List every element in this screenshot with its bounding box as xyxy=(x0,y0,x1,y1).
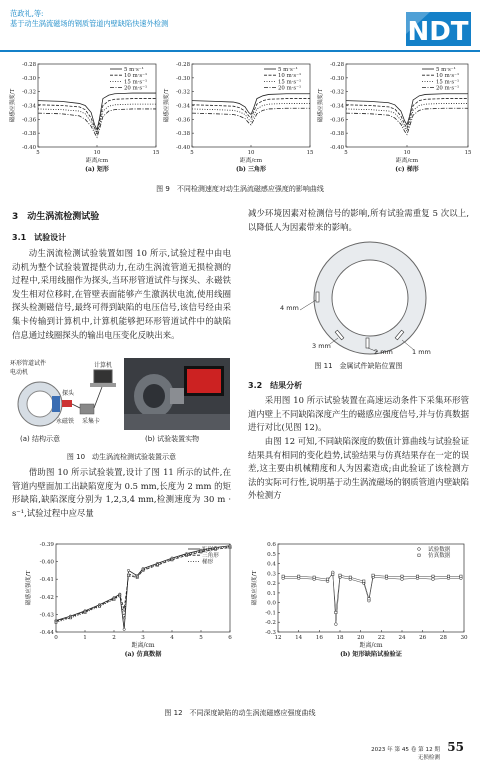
legend-label: 20 m·s⁻¹ xyxy=(436,85,460,92)
x-tick-label: 5 xyxy=(190,150,194,156)
subsection-3-1: 3.1 试验设计 xyxy=(12,233,67,242)
defect-2mm xyxy=(366,338,369,348)
y-tick-label: 0.2 xyxy=(267,581,276,588)
subsection-3-2: 3.2 结果分析 xyxy=(248,381,303,390)
header-title: 基于动生涡流磁场的钢质管道内壁缺陷快速外检测 xyxy=(10,19,169,28)
y-tick-label: 0.5 xyxy=(267,551,276,558)
data-point xyxy=(335,611,337,613)
x-tick-label: 15 xyxy=(464,150,472,156)
x-tick-label: 22 xyxy=(377,635,385,641)
x-tick-label: 0 xyxy=(54,635,58,641)
x-axis-label: 距离/cm xyxy=(239,158,263,164)
data-point xyxy=(416,575,418,577)
legend-label: 5 m·s⁻¹ xyxy=(436,67,456,73)
series-line xyxy=(192,94,310,115)
y-tick-label: 0.4 xyxy=(267,561,276,568)
data-point xyxy=(339,574,341,576)
chart-title: (a) 仿真数据 xyxy=(124,651,162,658)
x-axis-label: 距离/cm xyxy=(131,642,155,649)
data-point xyxy=(123,628,125,630)
legend-label: 三角形 xyxy=(202,553,219,560)
y-tick-label: -0.28 xyxy=(176,62,190,68)
y-tick-label: -0.3 xyxy=(265,630,276,636)
fig10-label-magnet: 永磁铁 xyxy=(56,418,75,425)
fig9-chart-a xyxy=(8,60,160,175)
fig10-subcaption-b: (b) 试验装置实物 xyxy=(145,435,200,443)
data-point xyxy=(127,569,129,571)
legend-label: 试验数据 xyxy=(428,547,451,553)
right-paragraph-1: 减少环境因素对检测信号的影响,所有试验需重复 5 次以上,以降低人为因素带来的影响。 xyxy=(248,208,469,232)
y-tick-label: 0.6 xyxy=(267,542,276,548)
y-tick-label: -0.40 xyxy=(39,559,54,566)
legend-label: 10 m·s⁻¹ xyxy=(124,73,148,80)
legend-label: 15 m·s⁻¹ xyxy=(278,79,302,86)
y-tick-label: -0.32 xyxy=(22,89,36,96)
data-point xyxy=(401,578,404,581)
y-axis-label: 磁感应强度/T xyxy=(26,570,32,606)
footer-issue xyxy=(371,746,440,762)
series-line xyxy=(38,93,156,130)
fig11-label-2mm: 2 mm xyxy=(374,348,393,356)
fig9-chart-c xyxy=(316,60,472,175)
y-tick-label: 0.3 xyxy=(267,571,276,578)
fig9-caption: 图 9 不同检测速度对动生涡流磁感应强度的影响曲线 xyxy=(156,185,324,193)
y-tick-label: -0.41 xyxy=(39,577,54,584)
fig12-caption: 图 12 不同深度缺陷的动生涡流磁感应强度曲线 xyxy=(164,709,316,717)
x-tick-label: 20 xyxy=(357,635,365,641)
running-header xyxy=(10,9,168,29)
header-authors: 范政礼,等: xyxy=(10,9,44,18)
x-tick-label: 10 xyxy=(403,150,411,156)
fig11-label-3mm: 3 mm xyxy=(312,342,331,350)
legend-label: 10 m·s⁻¹ xyxy=(436,73,460,80)
y-tick-label: -0.39 xyxy=(39,542,54,548)
y-tick-label: 0.0 xyxy=(267,600,276,607)
fig10-photo xyxy=(124,358,230,430)
y-tick-label: -0.28 xyxy=(330,62,344,68)
x-tick-label: 10 xyxy=(247,150,255,156)
y-tick-label: -0.44 xyxy=(39,630,54,636)
y-tick-label: -0.1 xyxy=(265,610,276,617)
legend-swatch xyxy=(418,554,420,556)
y-tick-label: -0.40 xyxy=(22,145,36,151)
x-axis-label: 距离/cm xyxy=(85,158,109,164)
fig11-label-1mm: 1 mm xyxy=(412,348,431,356)
right-paragraph-3: 由图 12 可知,不同缺陷深度的数值计算曲线与试验验证结果具有相同的变化趋势,试验结果与仿真结果存在一定的误差,这主要由机械精度和人为因素造成;由此验证了该检测方法的实际可行性,说明基于动生涡流磁场的钢质管道内壁缺陷外检测方 xyxy=(248,436,469,501)
legend-label: 10 m·s⁻¹ xyxy=(278,73,302,80)
y-tick-label: -0.32 xyxy=(330,89,344,96)
fig10-label-computer: 计算机 xyxy=(94,362,113,369)
y-tick-label: -0.34 xyxy=(176,103,190,110)
paragraph-3-1b: 借助图 10 所示试验装置,设计了图 11 所示的试件,在管道内壁面加工出缺陷宽度为 0.5 mm,长度为 2 mm 的矩形缺陷,缺陷深度分别为 1,2,3,4 mm,检测速度为 30 m · s⁻¹,试验过程中应尽量 xyxy=(12,467,231,518)
x-tick-label: 5 xyxy=(199,635,203,641)
series-line xyxy=(192,103,310,121)
data-point xyxy=(334,623,337,626)
chart-title: (b) 矩形缺陷试验验证 xyxy=(340,651,402,658)
y-tick-label: -0.34 xyxy=(330,103,344,110)
footer-journal: 无损检测 xyxy=(417,755,440,761)
y-tick-label: 0.1 xyxy=(267,590,276,597)
y-tick-label: -0.40 xyxy=(176,145,190,151)
x-axis-label: 距离/cm xyxy=(359,642,383,649)
y-tick-label: -0.36 xyxy=(22,117,36,124)
data-point xyxy=(432,578,435,581)
legend-label: 15 m·s⁻¹ xyxy=(124,79,148,86)
data-point xyxy=(332,573,334,575)
fig12-chart-a xyxy=(24,540,234,660)
y-tick-label: -0.28 xyxy=(22,62,36,68)
x-tick-label: 16 xyxy=(315,635,323,641)
header-rule xyxy=(0,50,480,52)
fig10-structure-diagram xyxy=(10,358,122,432)
x-tick-label: 26 xyxy=(419,635,427,641)
data-point xyxy=(349,576,351,578)
y-axis-label: 磁感应强度/T xyxy=(318,88,324,123)
y-tick-label: -0.36 xyxy=(330,117,344,124)
x-tick-label: 4 xyxy=(170,635,174,641)
legend-label: 5 m·s⁻¹ xyxy=(278,67,298,73)
x-tick-label: 14 xyxy=(295,635,303,641)
series-line xyxy=(192,108,310,125)
fig11-caption: 图 11 金属试件缺陷位置图 xyxy=(314,362,403,370)
fig10-label-probe: 探头 xyxy=(62,390,75,397)
data-point xyxy=(401,575,403,577)
series-line xyxy=(38,99,156,133)
ndt-logo xyxy=(400,4,475,48)
svg-text:NDT: NDT xyxy=(407,17,469,47)
data-point xyxy=(368,598,370,600)
footer-volume: 2023 年 第 45 卷 第 12 期 xyxy=(371,747,440,753)
x-tick-label: 15 xyxy=(306,150,314,156)
y-tick-label: -0.38 xyxy=(22,131,36,138)
y-tick-label: -0.38 xyxy=(330,131,344,138)
data-point xyxy=(447,575,449,577)
y-tick-label: -0.30 xyxy=(176,75,190,82)
fig12-chart-b xyxy=(250,540,468,660)
y-tick-label: -0.36 xyxy=(176,117,190,124)
data-point xyxy=(282,575,284,577)
legend-label: 矩形 xyxy=(202,547,214,553)
fig9-chart-b xyxy=(162,60,314,175)
x-axis-label: 距离/cm xyxy=(395,158,419,164)
right-paragraph-2: 采用图 10 所示试验装置在高速运动条件下采集环形管道内壁上不同缺陷深度产生的磁感应强度信号,并与仿真数据进行对比(见图 12)。 xyxy=(248,395,469,433)
x-tick-label: 5 xyxy=(36,150,40,156)
x-tick-label: 12 xyxy=(274,635,282,641)
x-tick-label: 3 xyxy=(141,635,145,641)
fig10-label-daq: 采集卡 xyxy=(82,418,101,425)
x-tick-label: 30 xyxy=(460,635,468,641)
fig11-specimen xyxy=(280,240,450,358)
chart-title: (a) 矩形 xyxy=(85,166,109,173)
y-axis-label: 磁感应强度/T xyxy=(10,88,16,123)
data-point xyxy=(313,576,315,578)
y-axis-label: 磁感应强度/T xyxy=(164,88,170,123)
x-tick-label: 2 xyxy=(112,635,116,641)
y-tick-label: -0.42 xyxy=(39,594,54,601)
legend-label: 梯形 xyxy=(202,559,214,566)
x-tick-label: 24 xyxy=(398,635,406,641)
x-tick-label: 5 xyxy=(344,150,348,156)
x-tick-label: 1 xyxy=(83,635,87,641)
x-tick-label: 6 xyxy=(228,635,232,641)
y-tick-label: -0.43 xyxy=(39,612,54,619)
legend-swatch xyxy=(418,548,421,551)
y-tick-label: -0.40 xyxy=(330,145,344,151)
x-tick-label: 10 xyxy=(93,150,101,156)
y-tick-label: -0.32 xyxy=(176,89,190,96)
fig10-label-pipe: 环形管道试件 xyxy=(10,360,47,367)
y-tick-label: -0.30 xyxy=(330,75,344,82)
x-tick-label: 18 xyxy=(336,635,344,641)
data-point xyxy=(297,575,299,577)
section-title: 3 动生涡流检测试验 xyxy=(12,212,100,222)
data-point xyxy=(432,575,434,577)
data-point xyxy=(127,573,130,575)
fig11-label-4mm: 4 mm xyxy=(280,304,299,312)
data-point xyxy=(363,580,365,582)
x-tick-label: 15 xyxy=(152,150,160,156)
defect-4mm xyxy=(316,292,319,302)
x-tick-label: 28 xyxy=(439,635,447,641)
y-tick-label: -0.2 xyxy=(265,620,276,627)
y-tick-label: -0.30 xyxy=(22,75,36,82)
data-point xyxy=(326,578,328,580)
legend-label: 15 m·s⁻¹ xyxy=(436,79,460,86)
legend-label: 20 m·s⁻¹ xyxy=(124,85,148,92)
data-point xyxy=(372,574,374,576)
legend-label: 仿真数据 xyxy=(428,553,451,560)
data-point xyxy=(460,575,462,577)
y-axis-label: 磁感应强度/T xyxy=(252,570,258,606)
paragraph-3-1: 动生涡流检测试验装置如图 10 所示,试验过程中由电动机为整个试验装置提供动力,在动生涡流管道无损检测的过程中,采用线圈作为探头,当环形管道试件与探头、永磁铁发生相对位移时,在管壁表面能够产生激涡状电流,使用线圈探头检测磁信号,最终可得到缺陷的电压信号,该信号经由采集卡传输到计算机中,计算机能够把环形管道试件中的缺陷信息通过线圈探头的输出电压变化反映出来。 xyxy=(12,248,231,340)
fig10-caption: 图 10 动生涡流检测试验装置示意 xyxy=(66,453,177,461)
y-tick-label: -0.34 xyxy=(22,103,36,110)
fig10-label-motor: 电动机 xyxy=(10,369,29,376)
legend-label: 5 m·s⁻¹ xyxy=(124,67,144,73)
legend-label: 20 m·s⁻¹ xyxy=(278,85,302,92)
chart-title: (b) 三角形 xyxy=(236,166,266,173)
fig10-subcaption-a: (a) 结构示意 xyxy=(20,435,60,443)
page-number: 55 xyxy=(447,740,464,754)
data-point xyxy=(385,575,387,577)
chart-title: (c) 梯形 xyxy=(395,166,419,173)
y-tick-label: -0.38 xyxy=(176,131,190,138)
